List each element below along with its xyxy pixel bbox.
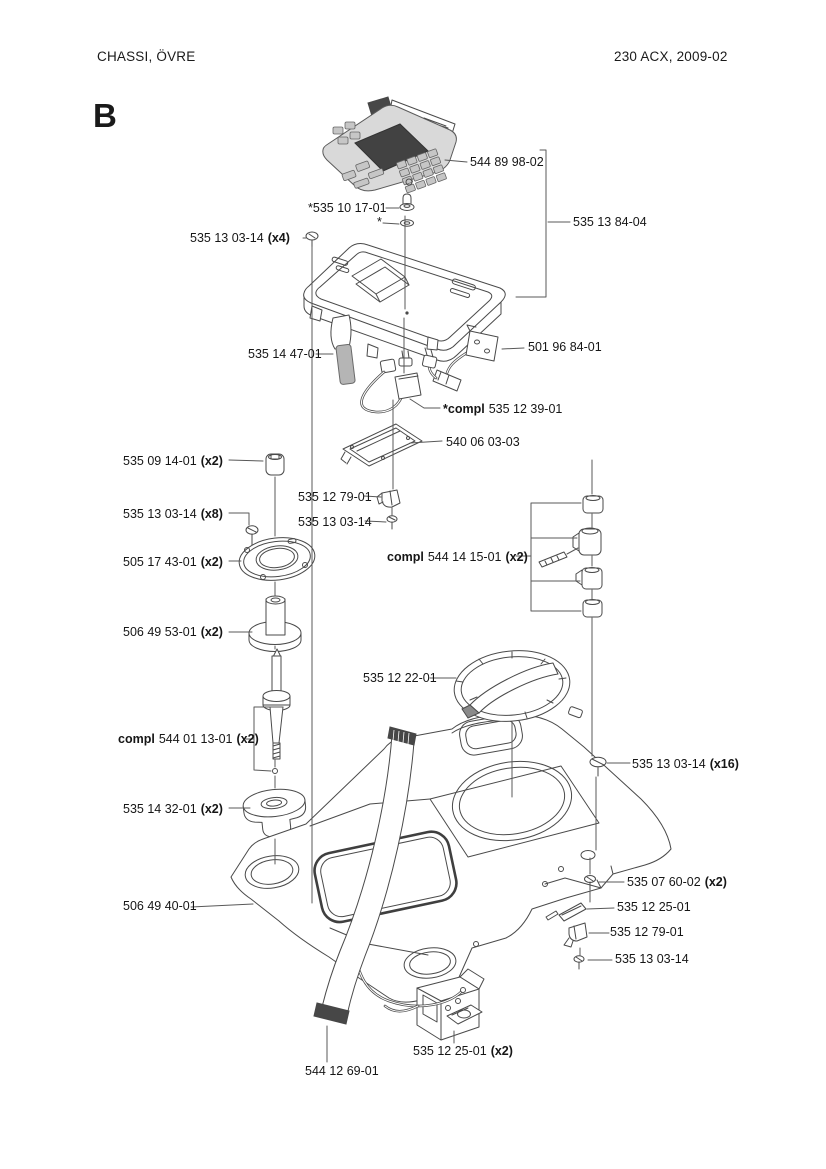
- label-number: 535 13 03-14: [123, 507, 197, 521]
- label-number: 535 12 25-01: [413, 1044, 487, 1058]
- part-mid-screw-drawing: [387, 516, 397, 529]
- label-qty: (x16): [709, 757, 739, 771]
- label-prefix: compl: [387, 550, 424, 564]
- part-plate-drawing: [341, 424, 422, 466]
- label-number: 535 09 14-01: [123, 454, 197, 468]
- label-number: 544 89 98-02: [470, 155, 544, 169]
- label-ring-disc: [123, 555, 223, 569]
- label-qty: (x8): [200, 507, 223, 521]
- label-cap-x2: [123, 454, 223, 468]
- label-washer-asterisk: [377, 215, 382, 229]
- part-cable-assembly-drawing: [362, 351, 421, 412]
- model-revision: 230 ACX, 2009-02: [614, 49, 728, 64]
- label-hatch-strap: [248, 347, 322, 361]
- label-number: 535 12 25-01: [617, 900, 691, 914]
- label-number: 540 06 03-03: [446, 435, 520, 449]
- label-number: 535 14 47-01: [248, 347, 322, 361]
- part-fastener-kit-drawing: [539, 496, 603, 618]
- label-spindle: [118, 732, 259, 746]
- label-number: 535 12 79-01: [610, 925, 684, 939]
- label-chassis: [123, 899, 197, 913]
- label-number: 535 13 03-14: [632, 757, 706, 771]
- label-prefix: compl: [118, 732, 155, 746]
- label-number: 535 12 39-01: [488, 402, 563, 416]
- label-sensor-cable: [528, 340, 602, 354]
- part-plug-button-drawing: [400, 194, 414, 211]
- label-plug-button: [308, 201, 387, 215]
- label-strip-x2: [413, 1044, 513, 1058]
- part-cap-drawing: [266, 454, 284, 475]
- part-spindle-drawing: [263, 649, 290, 774]
- label-qty: (x4): [267, 231, 290, 245]
- label-qty: (x2): [200, 625, 223, 639]
- label-number: 535 07 60-02: [627, 875, 701, 889]
- label-prefix: *compl: [443, 402, 485, 416]
- part-mid-clip-drawing: [377, 490, 400, 507]
- label-bushing: [123, 625, 223, 639]
- label-number: 506 49 53-01: [123, 625, 197, 639]
- label-right-clip: [610, 925, 684, 939]
- label-number: 544 12 69-01: [305, 1064, 379, 1078]
- label-number: 501 96 84-01: [528, 340, 602, 354]
- label-number: 535 13 03-14: [298, 515, 372, 529]
- label-qty: (x2): [704, 875, 727, 889]
- part-screw-x4-drawing: [306, 232, 318, 247]
- label-keypad: [470, 155, 544, 169]
- part-ring-disc-drawing: [237, 534, 318, 585]
- label-number: *535 10 17-01: [308, 201, 387, 215]
- label-cable-assembly: [443, 402, 562, 416]
- part-washer-drawing: [401, 220, 414, 226]
- label-number: 535 12 79-01: [298, 490, 372, 504]
- label-number: 535 14 32-01: [123, 802, 197, 816]
- label-qty: (x2): [200, 454, 223, 468]
- label-mid-clip: [298, 490, 372, 504]
- page-title: CHASSI, ÖVRE: [97, 49, 196, 64]
- label-number: 544 01 13-01: [158, 732, 233, 746]
- label-number: 535 13 03-14: [190, 231, 264, 245]
- label-screw-x8: [123, 507, 223, 521]
- label-qty: (x2): [505, 550, 528, 564]
- label-qty: (x2): [200, 802, 223, 816]
- label-number: 535 12 22-01: [363, 671, 437, 685]
- part-keypad-drawing: [323, 97, 457, 193]
- label-cover-assembly: [573, 215, 647, 229]
- label-band: [305, 1064, 379, 1078]
- label-qty: (x2): [200, 555, 223, 569]
- label-screw-0760: [627, 875, 727, 889]
- label-plate: [446, 435, 520, 449]
- label-right-screw: [615, 952, 689, 966]
- label-number: 535 13 03-14: [615, 952, 689, 966]
- part-hatch-strap-drawing: [331, 315, 355, 385]
- part-round-lid-drawing: [451, 645, 583, 727]
- part-bushing-drawing: [249, 596, 301, 652]
- label-number: *: [377, 215, 382, 229]
- part-screw-x8-drawing: [246, 526, 258, 545]
- label-grommet: [123, 802, 223, 816]
- label-screw-x4: [190, 231, 290, 245]
- section-letter: B: [93, 97, 117, 134]
- label-number: 535 13 84-04: [573, 215, 647, 229]
- label-qty: (x2): [236, 732, 259, 746]
- label-round-lid: [363, 671, 437, 685]
- label-number: 506 49 40-01: [123, 899, 197, 913]
- label-screw-x16: [632, 757, 739, 771]
- label-fastener-kit: [387, 550, 528, 564]
- label-number: 544 14 15-01: [427, 550, 502, 564]
- label-number: 505 17 43-01: [123, 555, 197, 569]
- label-strip: [617, 900, 691, 914]
- label-mid-screw: [298, 515, 372, 529]
- label-qty: (x2): [490, 1044, 513, 1058]
